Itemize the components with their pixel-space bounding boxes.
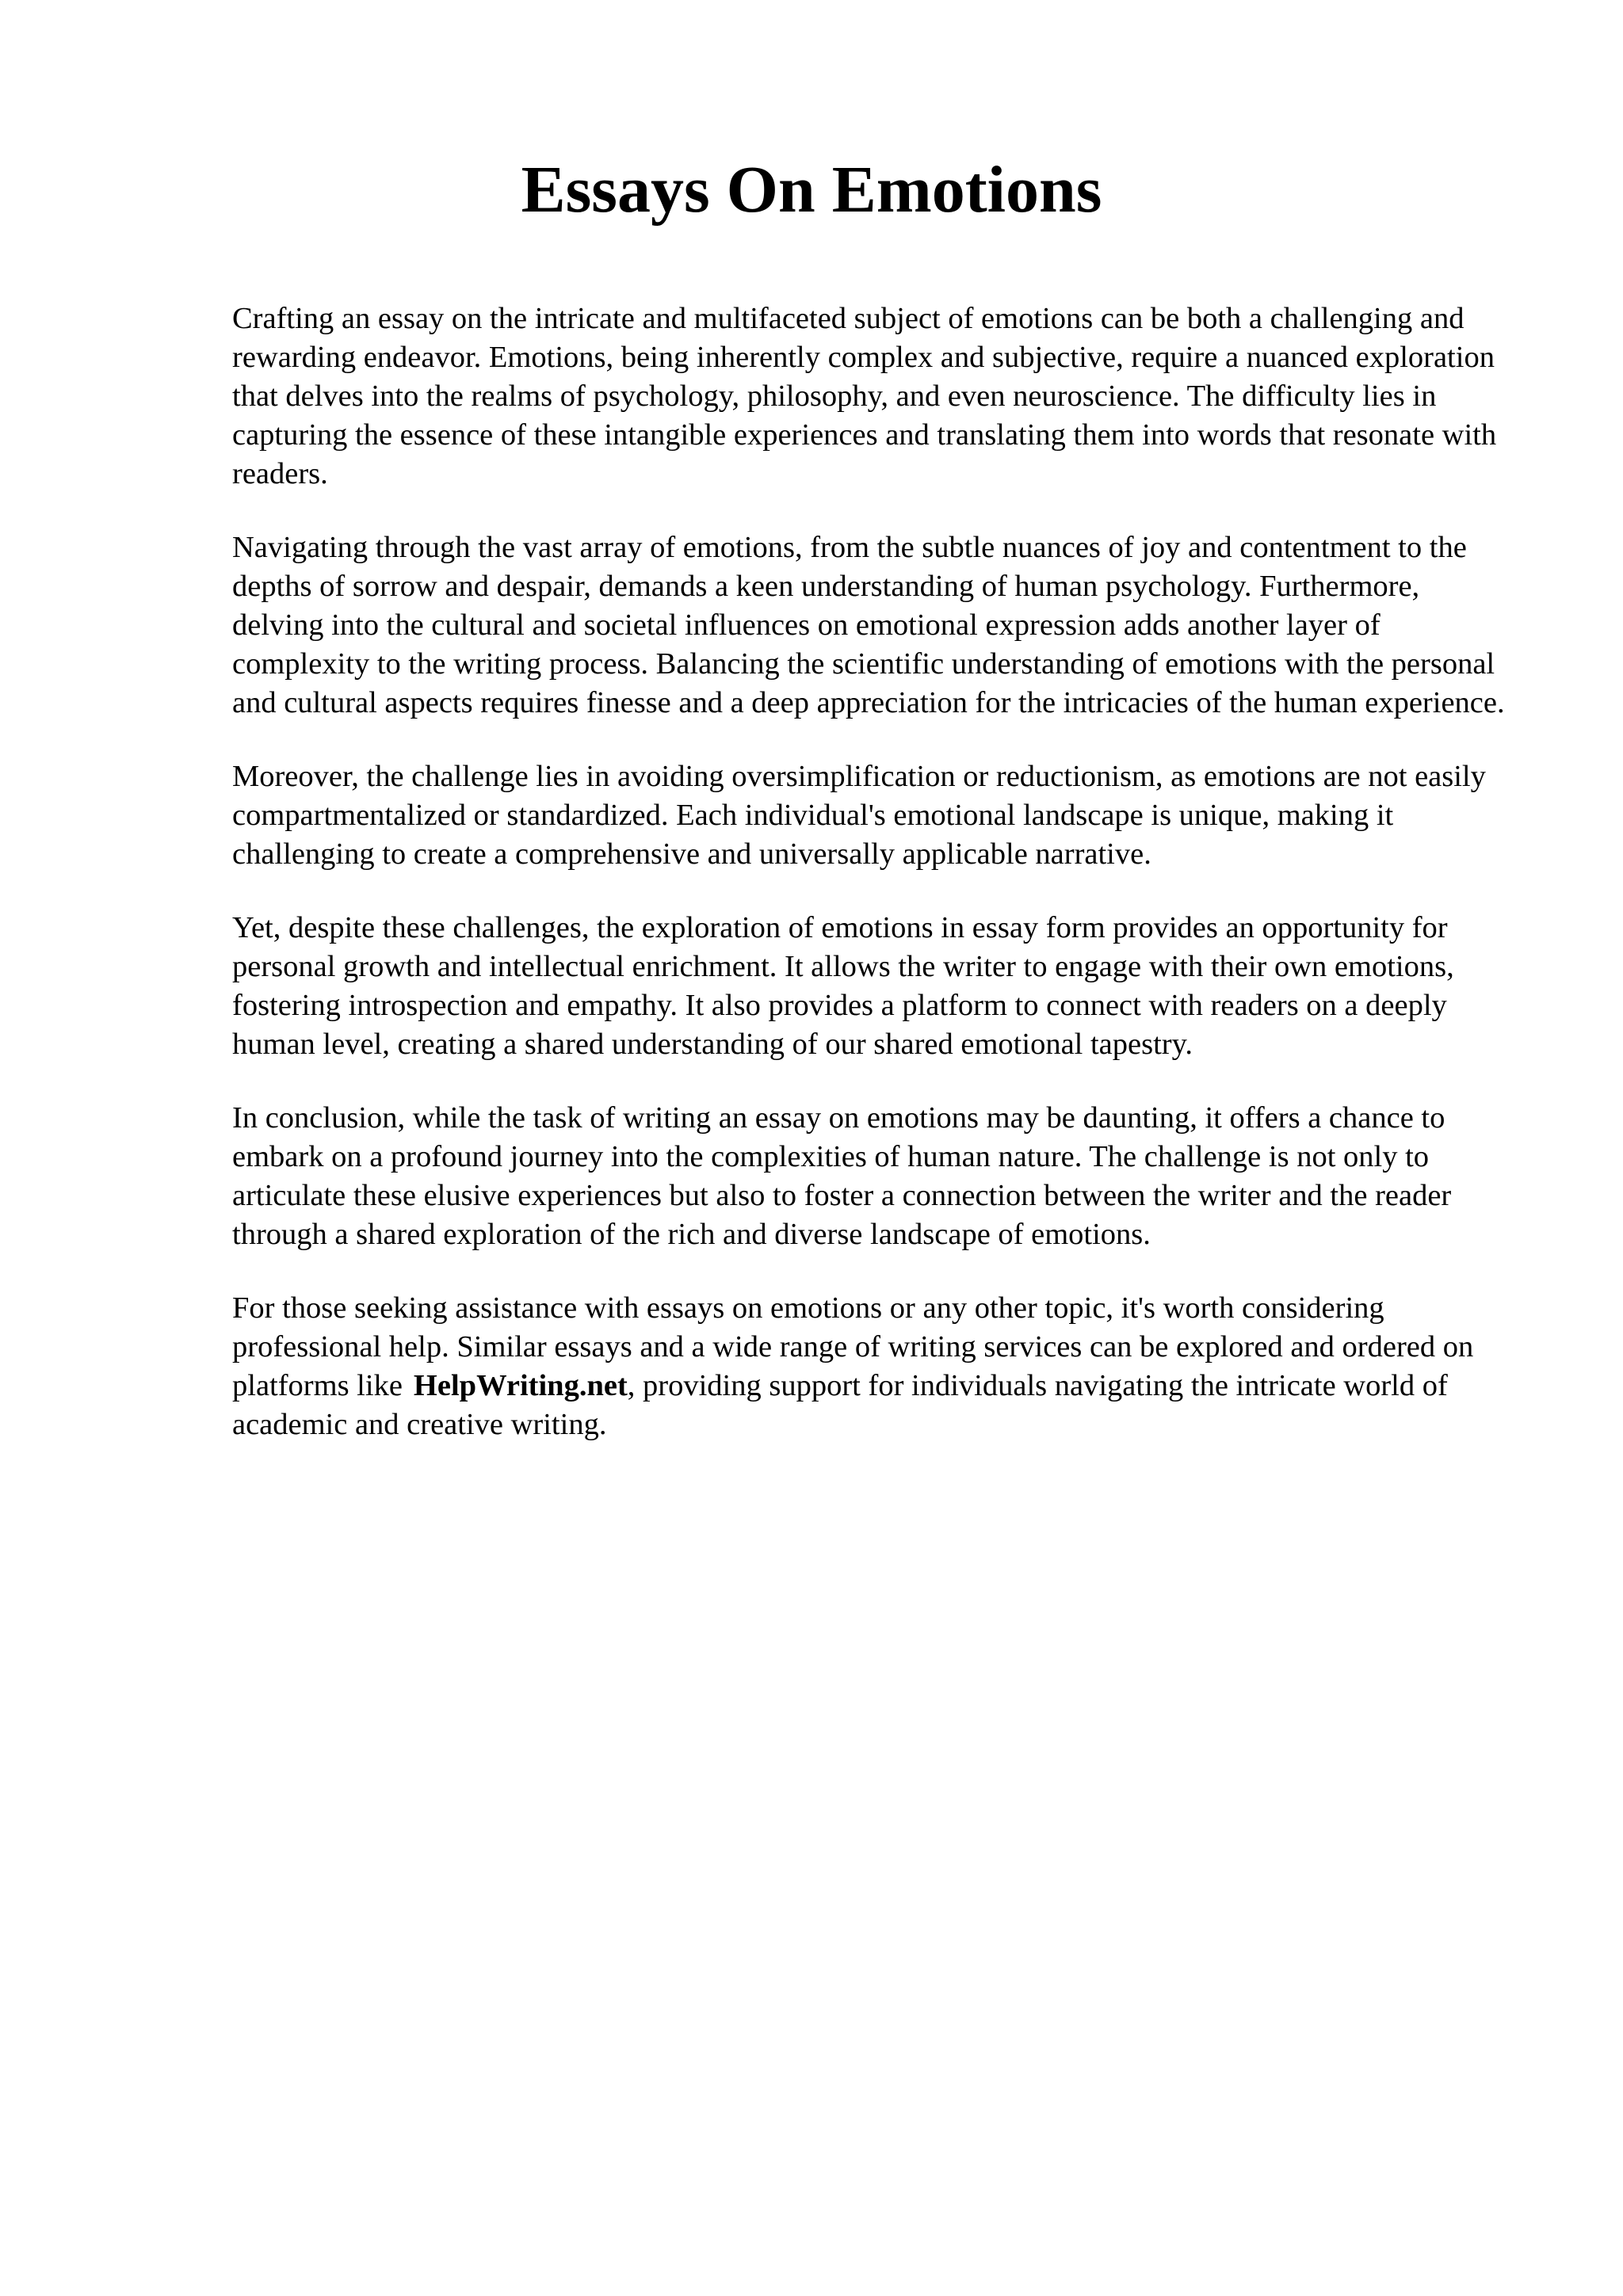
- paragraph-6-intro: For those seeking assistance with essays on emotions or any other topic, it's worth considering professional help. Similar essays and a wide range of writing services can be explored and ordered on platforms like: [232, 1291, 1474, 1402]
- page-title: Essays On Emotions: [521, 153, 1102, 227]
- paragraph-4: Yet, despite these challenges, the exploration of emotions in essay form provides an opportunity for personal growth and intellectual enrichment. It allows the writer to engage with their own emotions, fostering introspection and empathy. It also provides a platform to connect with readers on a deeply human level, creating a shared understanding of our shared emotional tapestry.: [232, 911, 1454, 1061]
- helpwriting-link[interactable]: HelpWriting.net: [413, 1369, 628, 1402]
- paragraph-3: Moreover, the challenge lies in avoiding oversimplification or reductionism, as emotions are not easily compartmentalized or standardized. Each individual's emotional landscape is unique, making it challenging to create a comprehensive and universally applicable narrative.: [232, 760, 1486, 871]
- paragraph-5: In conclusion, while the task of writing an essay on emotions may be daunting, it offers a chance to embark on a profound journey into the complexities of human nature. The challenge is not only to articulate these elusive experiences but also to foster a connection between the writer and the reader through a shared exploration of the rich and diverse landscape of emotions.: [232, 1101, 1452, 1251]
- paragraph-2: Navigating through the vast array of emotions, from the subtle nuances of joy and contentment to the depths of sorrow and despair, demands a keen understanding of human psychology. Furthermore, delving into the cultural and societal influences on emotional expression adds another layer of complexity to the writing process. Balancing the scientific understanding of emotions with the personal and cultural aspects requires finesse and a deep appreciation for the intricacies of the human experience.: [232, 531, 1505, 719]
- paragraph-1: Crafting an essay on the intricate and multifaceted subject of emotions can be both a challenging and rewarding endeavor. Emotions, being inherently complex and subjective, require a nuanced exploration that delves into the realms of psychology, philosophy, and even neuroscience. The difficulty lies in capturing the essence of these intangible experiences and translating them into words that resonate with readers.: [232, 302, 1497, 490]
- paragraph-6-outro: , providing support for individuals navigating the intricate world of academic and creative writing.: [232, 1369, 1448, 1441]
- paragraph-6: [232, 1289, 1516, 1444]
- essay-body: [232, 299, 1516, 1479]
